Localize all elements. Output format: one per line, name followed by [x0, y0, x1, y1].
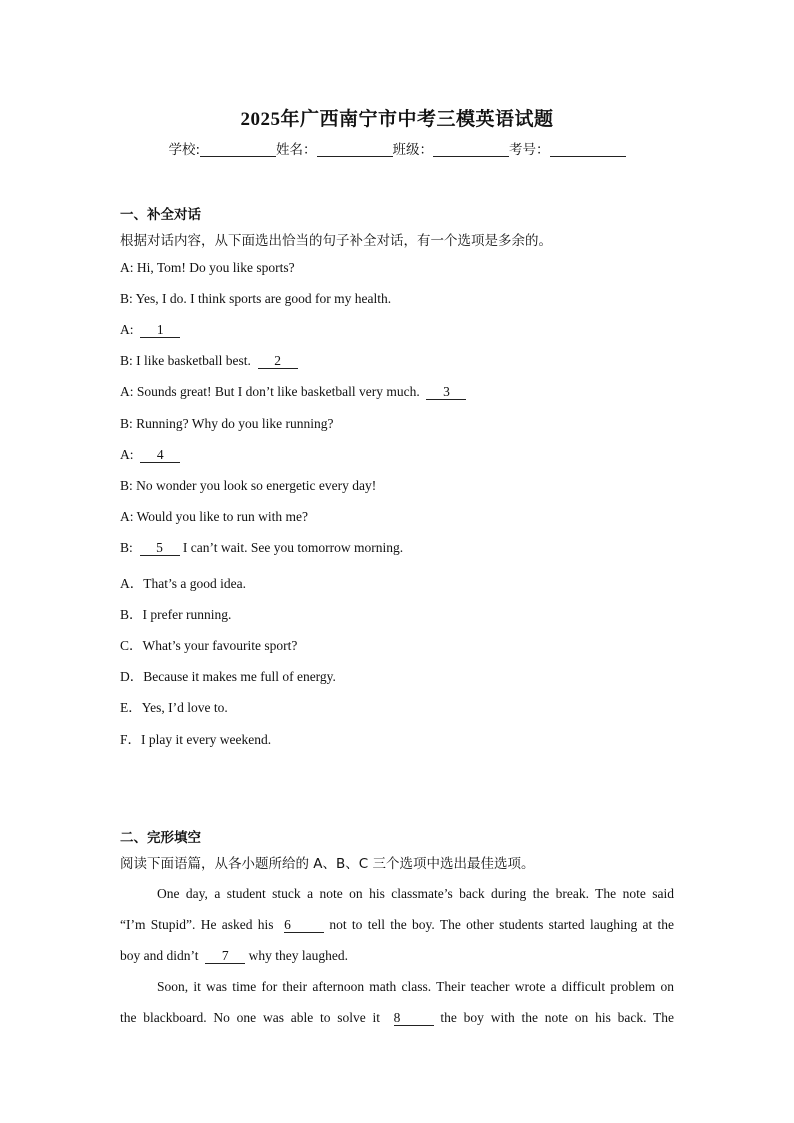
- blank-4[interactable]: 4: [140, 448, 180, 463]
- dialogue-line: A: Would you like to run with me?: [120, 509, 309, 524]
- dialogue-line: [120, 353, 298, 369]
- blank-1[interactable]: 1: [140, 323, 180, 338]
- dialogue-text: B: I like basketball best.: [120, 353, 255, 368]
- class-blank[interactable]: [433, 142, 509, 157]
- passage-text: not to tell the boy. The other students started laughing at the: [324, 917, 675, 932]
- blank-7[interactable]: 7: [205, 949, 245, 964]
- option-a: A．That’s a good idea.: [120, 576, 246, 591]
- dialogue-speaker: B:: [120, 540, 137, 555]
- passage-text: boy and didn’t: [120, 948, 202, 963]
- option-b: B．I prefer running.: [120, 607, 232, 622]
- blank-5[interactable]: 5: [140, 541, 180, 556]
- dialogue-line: A: Hi, Tom! Do you like sports?: [120, 260, 295, 275]
- school-blank[interactable]: [200, 142, 276, 157]
- dialogue-line: B: Running? Why do you like running?: [120, 416, 334, 431]
- dialogue-text: I can’t wait. See you tomorrow morning.: [179, 540, 404, 555]
- school-label: 学校:: [168, 142, 201, 158]
- passage-paragraph: [120, 884, 674, 977]
- option-d: D．Because it makes me full of energy.: [120, 669, 336, 684]
- blank-6[interactable]: 6: [284, 918, 324, 933]
- dialogue-line: [120, 540, 403, 556]
- dialogue-speaker: A:: [120, 447, 137, 462]
- page-title: 2025年广西南宁市中考三模英语试题: [240, 109, 554, 130]
- dialogue-text: A: Sounds great! But I don’t like basketball very much.: [120, 384, 424, 399]
- passage-paragraph: [120, 977, 674, 1039]
- blank-8[interactable]: 8: [394, 1011, 434, 1026]
- section1-instruction: 根据对话内容，从下面选出恰当的句子补全对话，有一个选项是多余的。: [120, 233, 552, 249]
- student-info-line: [0, 138, 794, 158]
- section2-heading: 二、完形填空: [120, 830, 201, 846]
- passage-text: the boy with the note on his back. The: [433, 1010, 674, 1025]
- passage-text: “I’m Stupid”. He asked his: [120, 917, 279, 932]
- passage-line: [120, 946, 674, 977]
- dialogue-speaker: A:: [120, 322, 137, 337]
- passage-line: [120, 1008, 674, 1039]
- section2-instruction: 阅读下面语篇，从各小题所给的 A、B、C 三个选项中选出最佳选项。: [120, 856, 535, 872]
- name-blank[interactable]: [317, 142, 393, 157]
- name-label: 姓名：: [276, 142, 317, 158]
- exam-no-label: 考号：: [509, 142, 550, 158]
- class-label: 班级：: [392, 142, 434, 158]
- dialogue-line: B: No wonder you look so energetic every day!: [120, 478, 377, 493]
- option-c: C．What’s your favourite sport?: [120, 638, 298, 653]
- passage-line: One day, a student stuck a note on his classmate’s back during the break. The note said: [157, 886, 674, 901]
- section1-heading: 一、补全对话: [120, 207, 201, 223]
- blank-2[interactable]: 2: [258, 354, 298, 369]
- passage-text: why they laughed.: [245, 948, 348, 963]
- dialogue-line: B: Yes, I do. I think sports are good for my health.: [120, 291, 392, 306]
- passage-line: Soon, it was time for their afternoon math class. Their teacher wrote a difficult problem on: [157, 979, 674, 994]
- blank-3[interactable]: 3: [426, 385, 466, 400]
- exam-no-blank[interactable]: [550, 142, 626, 157]
- dialogue-line: [120, 384, 466, 400]
- passage-line: [120, 915, 674, 946]
- dialogue-line: [120, 322, 180, 338]
- passage-text: the blackboard. No one was able to solve it: [120, 1010, 387, 1025]
- option-f: F．I play it every weekend.: [120, 732, 272, 747]
- dialogue-line: [120, 447, 180, 463]
- option-e: E．Yes, I’d love to.: [120, 700, 228, 715]
